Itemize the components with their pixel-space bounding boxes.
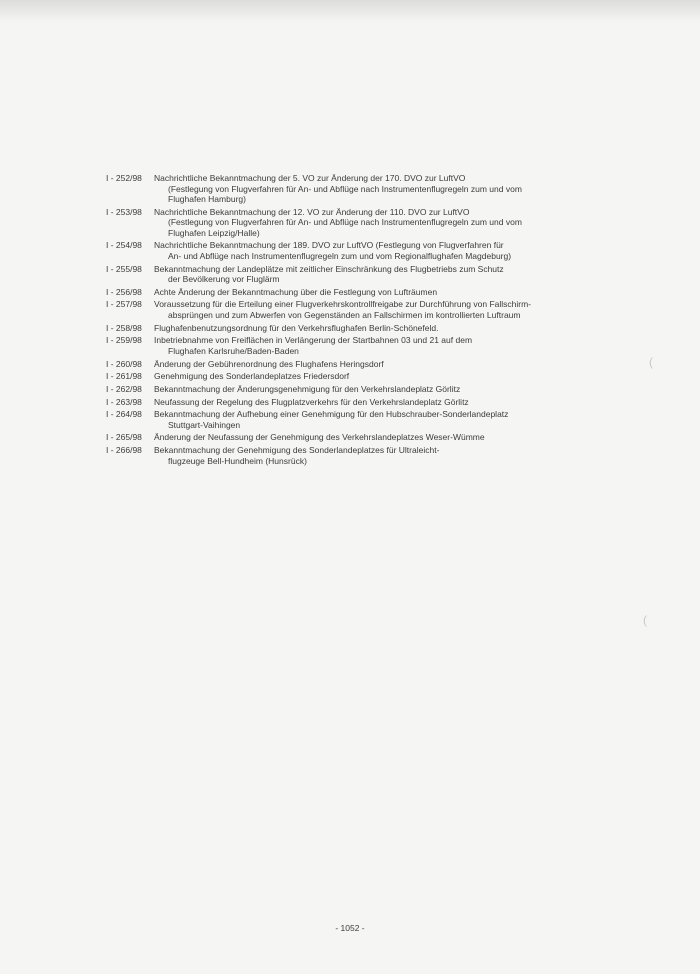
entry-title-line: Inbetriebnahme von Freiflächen in Verlängerung der Startbahnen 03 und 21 auf dem xyxy=(154,335,473,346)
entry-title-line: Bekanntmachung der Landeplätze mit zeitlicher Einschränkung des Flugbetriebs zum Schutz xyxy=(154,263,504,274)
entry-title-line: Bekanntmachung der Genehmigung des Sonderlandeplatzes für Ultraleicht- xyxy=(154,445,440,456)
entry-number: I - 266/98 xyxy=(106,445,142,456)
entry-title-line: Nachrichtliche Bekanntmachung der 189. DVO zur LuftVO (Festlegung von Flugverfahren für xyxy=(154,240,504,251)
announcement-list xyxy=(106,173,586,468)
page-number: - 1052 - xyxy=(335,923,365,933)
entry-number: I - 254/98 xyxy=(106,240,142,251)
scan-mark: ( xyxy=(643,613,647,627)
entry-title-line: Neufassung der Regelung des Flugplatzverkehrs für den Verkehrslandeplatz Görlitz xyxy=(154,396,469,407)
announcement-entry xyxy=(106,409,586,430)
entry-number: I - 259/98 xyxy=(106,335,142,346)
scan-mark: ( xyxy=(649,355,653,369)
entry-title-line: Voraussetzung für die Erteilung einer Flugverkehrskontrollfreigabe zur Durchführung von Fallschirm- xyxy=(154,299,532,310)
entry-title-line: Bekanntmachung der Änderungsgenehmigung für den Verkehrslandeplatz Görlitz xyxy=(154,383,461,394)
announcement-entry xyxy=(106,371,586,382)
entry-title-line: Flughafen Leipzig/Halle) xyxy=(168,227,260,238)
entry-number: I - 257/98 xyxy=(106,299,142,310)
entry-title-line: der Bevölkerung vor Fluglärm xyxy=(168,274,280,285)
entry-number: I - 261/98 xyxy=(106,371,142,382)
entry-number: I - 264/98 xyxy=(106,409,142,420)
entry-title xyxy=(154,445,586,466)
entry-title-line: Flughafen Hamburg) xyxy=(168,194,246,204)
announcement-entry xyxy=(106,323,586,334)
entry-title-line: An- und Abflüge nach Instrumentenflugregeln zum und vom Regionalflughafen Magdeburg) xyxy=(168,250,512,261)
entry-title-line: Nachrichtliche Bekanntmachung der 5. VO zur Änderung der 170. DVO zur LuftVO xyxy=(154,173,466,183)
scan-edge-shadow xyxy=(0,0,700,22)
entry-number: I - 253/98 xyxy=(106,206,142,217)
entry-title xyxy=(154,207,586,239)
entry-number: I - 265/98 xyxy=(106,432,142,443)
announcement-entry xyxy=(106,240,586,261)
entry-number: I - 263/98 xyxy=(106,396,142,407)
entry-title-line: flugzeuge Bell-Hundheim (Hunsrück) xyxy=(168,455,307,466)
entry-title xyxy=(154,299,586,320)
announcement-entry xyxy=(106,397,586,408)
announcement-entry xyxy=(106,432,586,443)
entry-title-line: Änderung der Neufassung der Genehmigung des Verkehrslandeplatzes Weser-Wümme xyxy=(154,432,485,443)
entry-title-line: Genehmigung des Sonderlandeplatzes Friedersdorf xyxy=(154,371,350,382)
announcement-entry xyxy=(106,359,586,370)
entry-title-line: Flughafen Karlsruhe/Baden-Baden xyxy=(168,345,299,356)
entry-number: I - 255/98 xyxy=(106,263,142,274)
entry-title xyxy=(154,409,586,430)
entry-title-line: Änderung der Gebührenordnung des Flughafens Heringsdorf xyxy=(154,358,384,369)
entry-title-line: absprüngen und zum Abwerfen von Gegenständen an Fallschirmen im kontrollierten Luftraum xyxy=(168,309,521,320)
entry-title-line: Stuttgart-Vaihingen xyxy=(168,419,241,430)
announcement-entry xyxy=(106,445,586,466)
entry-title xyxy=(154,432,586,443)
entry-number: I - 260/98 xyxy=(106,358,142,369)
entry-title xyxy=(154,397,586,408)
entry-title xyxy=(154,173,586,205)
entry-title-line: Flughafenbenutzungsordnung für den Verkehrsflughafen Berlin-Schönefeld. xyxy=(154,322,439,333)
announcement-entry xyxy=(106,207,586,239)
entry-title xyxy=(154,335,586,356)
entry-title xyxy=(154,323,586,334)
announcement-entry xyxy=(106,384,586,395)
entry-title-line: Bekanntmachung der Aufhebung einer Genehmigung für den Hubschrauber-Sonderlandeplatz xyxy=(154,409,509,420)
entry-title xyxy=(154,384,586,395)
entry-number: I - 252/98 xyxy=(106,173,142,183)
announcement-entry xyxy=(106,173,586,205)
entry-title xyxy=(154,371,586,382)
entry-number: I - 262/98 xyxy=(106,383,142,394)
announcement-entry xyxy=(106,287,586,298)
entry-title xyxy=(154,287,586,298)
entry-title-line: Achte Änderung der Bekanntmachung über die Festlegung von Lufträumen xyxy=(154,286,438,297)
entry-title xyxy=(154,240,586,261)
entry-title xyxy=(154,359,586,370)
entry-title xyxy=(154,264,586,285)
entry-title-line: (Festlegung von Flugverfahren für An- und Abflüge nach Instrumentenflugregeln zum und vom xyxy=(168,217,522,228)
announcement-entry xyxy=(106,299,586,320)
announcement-entry xyxy=(106,335,586,356)
entry-number: I - 258/98 xyxy=(106,322,142,333)
announcement-entry xyxy=(106,264,586,285)
entry-number: I - 256/98 xyxy=(106,286,142,297)
entry-title-line: Nachrichtliche Bekanntmachung der 12. VO zur Änderung der 110. DVO zur LuftVO xyxy=(154,206,470,217)
entry-title-line: (Festlegung von Flugverfahren für An- und Abflüge nach Instrumentenflugregeln zum und vom xyxy=(168,183,522,194)
